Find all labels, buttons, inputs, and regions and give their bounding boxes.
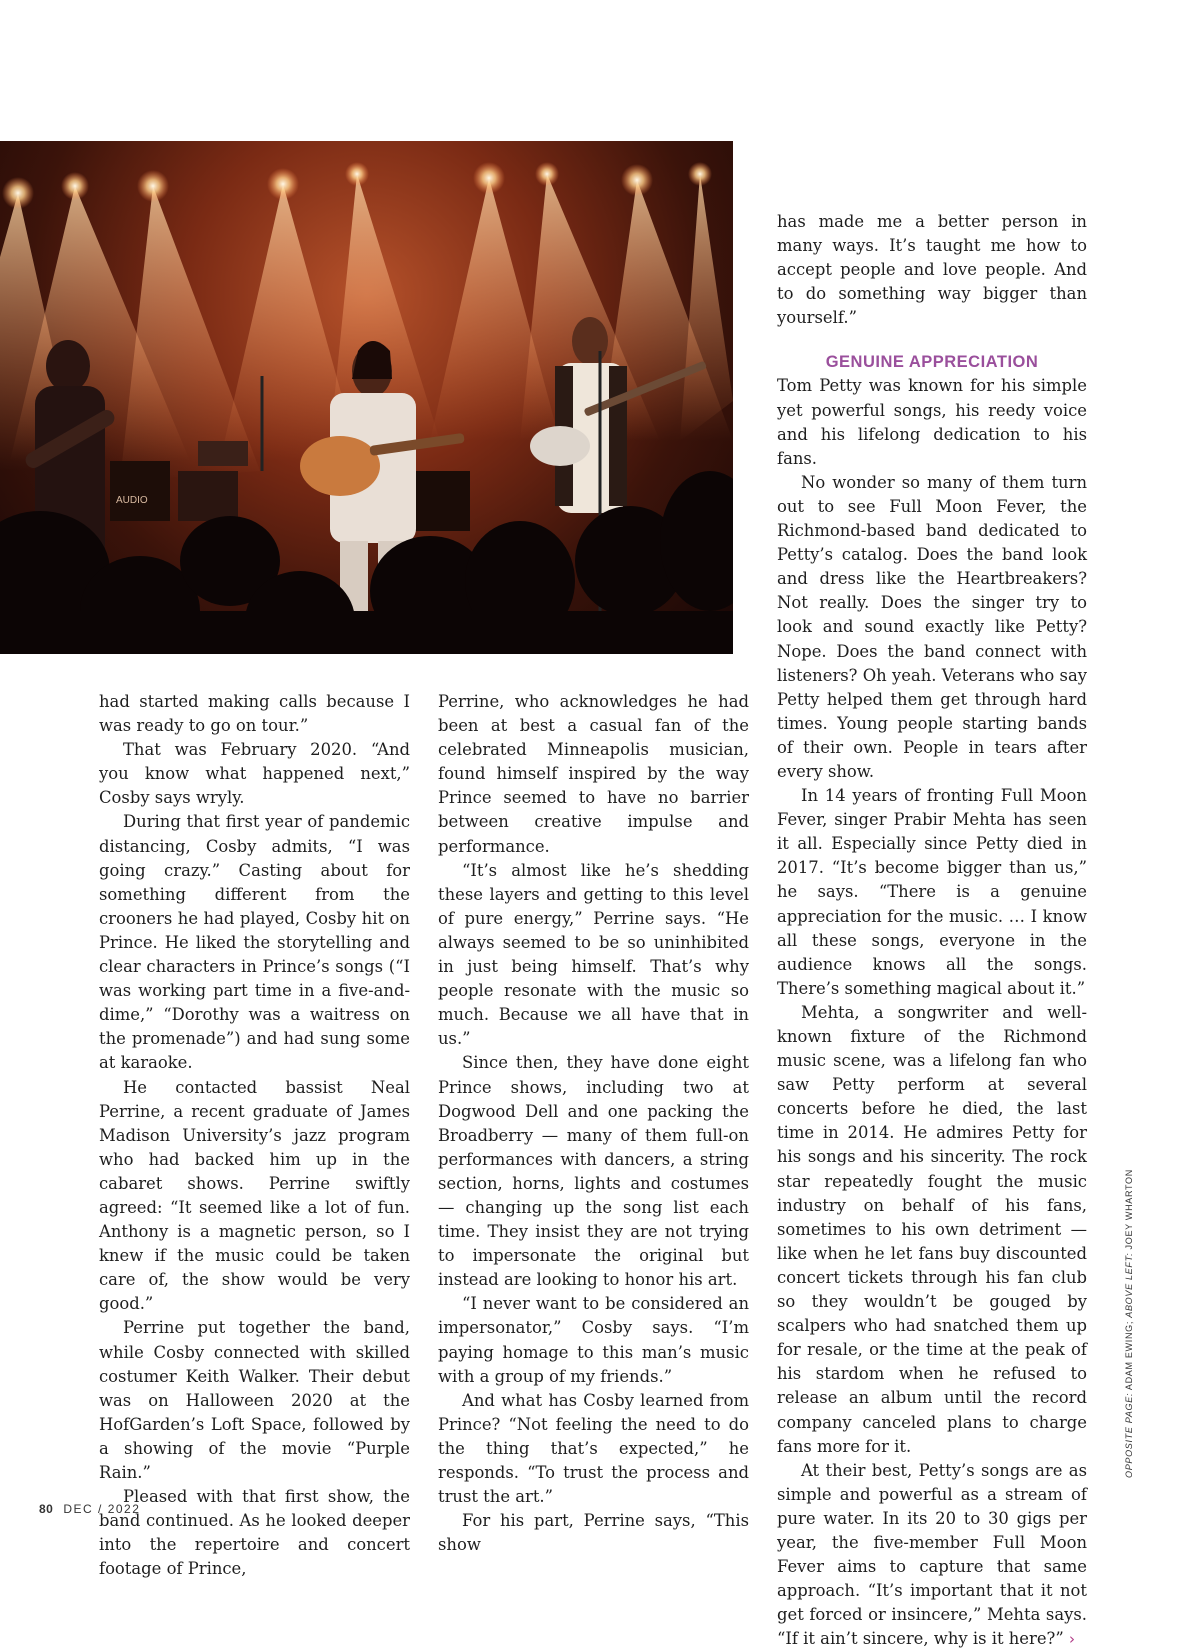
paragraph: “I never want to be considered an impersonator,” Cosby says. “I’m paying homage to this man’s music with a group of my friends.”	[438, 1294, 749, 1386]
issue-date: DEC / 2022	[63, 1502, 141, 1516]
article-column-1	[99, 690, 410, 1581]
paragraph: Tom Petty was known for his simple yet powerful songs, his reedy voice and his lifelong dedication to his fans.	[777, 376, 1087, 468]
paragraph: In 14 years of fronting Full Moon Fever, singer Prabir Mehta has seen it all. Especially since Petty died in 2017. “It’s become bigger than us,” he says. “There is a genuine appreciation for the music. … I know all these songs, everyone in the audience knows all the songs. There’s something magical about it.”	[777, 786, 1087, 998]
paragraph: has made me a better person in many ways. It’s taught me how to accept people and love people. And to do something way bigger than yourself.”	[777, 212, 1087, 328]
paragraph: Pleased with that first show, the band continued. As he looked deeper into the repertoire and concert footage of Prince,	[99, 1487, 410, 1579]
paragraph: “It’s almost like he’s shedding these layers and getting to this level of pure energy,” Perrine says. “He always seemed to be so uninhibited in just being himself. That’s why people resonate with the music so much. Because we all have that in us.”	[438, 860, 749, 1049]
page-number: 80	[39, 1502, 54, 1516]
amp-label: AUDIO	[116, 495, 148, 506]
article-column-2	[438, 690, 749, 1557]
section-subhead: GENUINE APPRECIATION	[825, 353, 1039, 372]
page-footer	[39, 1502, 140, 1516]
continue-arrow-icon: ›	[1068, 1630, 1075, 1649]
paragraph: Perrine, who acknowledges he had been at best a casual fan of the celebrated Minneapolis musician, found himself inspired by the way Prince seemed to have no barrier between creative impulse and performance.	[438, 692, 749, 856]
paragraph-last	[777, 1459, 1087, 1651]
paragraph: During that first year of pandemic distancing, Cosby admits, “I was going crazy.” Casting about for something different from the crooners he had played, Cosby hit on Prince. He liked the storytelling and clear characters in Prince’s songs (“I was working part time in a five-and-dime,” “Dorothy was a waitress on the promenade”) and had sung some at karaoke.	[99, 812, 410, 1073]
concert-photo	[0, 141, 733, 654]
paragraph: No wonder so many of them turn out to see Full Moon Fever, the Richmond-based band dedicated to Petty’s catalog. Does the band look and dress like the Heartbreakers? Not really. Does the singer try to look and sound exactly like Petty? Nope. Does the band connect with listeners? Oh yeah. Veterans who say Petty helped them get through hard times. Young people starting bands of their own. People in tears after every show.	[777, 472, 1087, 781]
paragraph: Mehta, a songwriter and well-known fixture of the Richmond music scene, was a lifelong fan who saw Petty perform at several concerts before he died, the last time in 2014. He admires Petty for his songs and his sincerity. The rock star repeatedly fought the music industry on behalf of his fans, sometimes to his own detriment — like when he let fans buy discounted concert tickets through his fan club so they wouldn’t be gouged by scalpers who had snatched them up for resale, or the time at the peak of his stardom when he refused to release an album until the record company canceled plans to charge fans more for it.	[777, 1002, 1087, 1456]
paragraph-text: At their best, Petty’s songs are as simple and powerful as a stream of pure water. In its 20 to 30 gigs per year, the five-member Full Moon Fever aims to capture that same approach. “It’s important that it not get forced or insincere,” Mehta says. “If it ain’t sincere, why is it here?”	[777, 1460, 1087, 1649]
credit-label-above: ABOVE LEFT:	[1124, 1252, 1134, 1318]
stage-illustration	[0, 141, 733, 654]
paragraph: For his part, Perrine says, “This show	[438, 1511, 749, 1555]
paragraph: He contacted bassist Neal Perrine, a recent graduate of James Madison University’s jazz program who had backed him up in the cabaret shows. Perrine swiftly agreed: “It seemed like a lot of fun. Anthony is a magnetic person, so I knew if the music could be taken care of, the show would be very good.”	[99, 1077, 410, 1314]
paragraph: Perrine put together the band, while Cosby connected with skilled costumer Keith Walker. Their debut was on Halloween 2020 at the HofGarden’s Loft Space, followed by a showing of the movie “Purple Rain.”	[99, 1318, 410, 1482]
paragraph: That was February 2020. “And you know what happened next,” Cosby says wryly.	[99, 740, 410, 808]
paragraph: had started making calls because I was ready to go on tour.”	[99, 692, 410, 736]
credit-label-opposite: OPPOSITE PAGE:	[1124, 1392, 1134, 1478]
credit-name-above: JOEY WHARTON	[1124, 1169, 1134, 1250]
credit-name-opposite: ADAM EWING;	[1124, 1320, 1134, 1391]
article-column-3	[777, 210, 1087, 1651]
photo-credit	[1124, 1169, 1134, 1478]
paragraph: Since then, they have done eight Prince shows, including two at Dogwood Dell and one packing the Broadberry — many of them full-on performances with dancers, a string section, horns, lights and costumes — changing up the song list each time. They insist they are not trying to impersonate the original but instead are looking to honor his art.	[438, 1053, 749, 1290]
paragraph: And what has Cosby learned from Prince? “Not feeling the need to do the thing that’s expected,” he responds. “To trust the process and trust the art.”	[438, 1390, 749, 1507]
